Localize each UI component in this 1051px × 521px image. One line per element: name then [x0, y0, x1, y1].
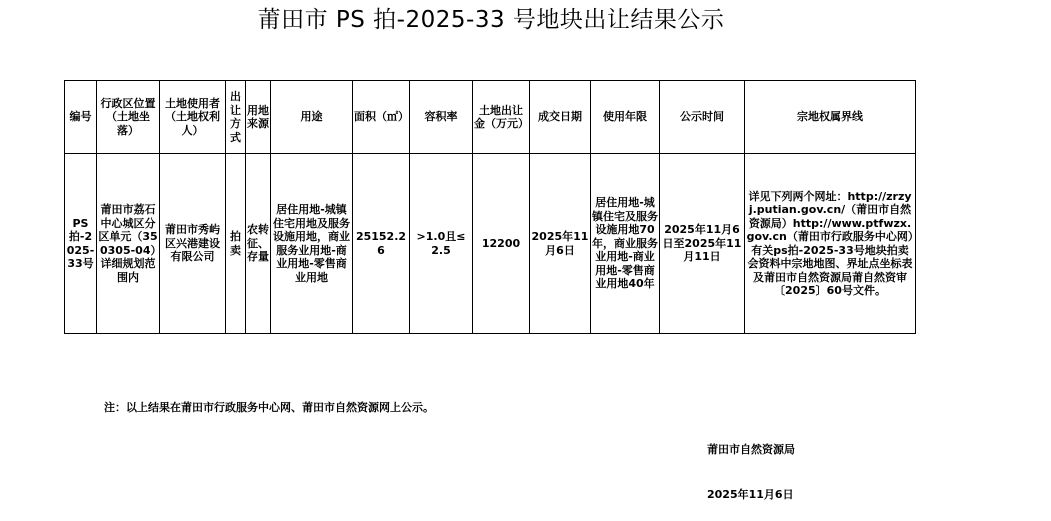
header-user: 土地使用者（土地权利人）	[160, 81, 226, 154]
cell-method: 拍卖	[226, 154, 246, 334]
issue-date: 2025年11月6日	[707, 488, 794, 501]
table-header-row	[65, 81, 916, 154]
header-boundary: 宗地权属界线	[745, 81, 916, 154]
table-row	[65, 154, 916, 334]
cell-usage: 居住用地-城镇住宅用地及服务设施用地，商业服务业用地-商业用地-零售商业用地	[271, 154, 353, 334]
cell-location: 莆田市荔石中心城区分区单元（350305-04）详细规划范围内	[97, 154, 160, 334]
page-title: 莆田市 PS 拍-2025-33 号地块出让结果公示	[257, 7, 725, 33]
cell-user: 莆田市秀屿区兴港建设有限公司	[160, 154, 226, 334]
issuer: 莆田市自然资源局	[707, 443, 795, 456]
cell-number: PS拍-2025-33号	[65, 154, 97, 334]
cell-deal-date: 2025年11月6日	[530, 154, 591, 334]
header-price: 土地出让金（万元）	[473, 81, 530, 154]
header-number: 编号	[65, 81, 97, 154]
header-publicity-period: 公示时间	[660, 81, 745, 154]
header-plot-ratio: 容积率	[410, 81, 473, 154]
header-method: 出让方式	[226, 81, 246, 154]
cell-area: 25152.26	[353, 154, 410, 334]
cell-boundary: 详见下列两个网址：http://zrzyj.putian.gov.cn/（莆田市自然资源局）http://www.ptfwzx.gov.cn（莆田市行政服务中心网）有关ps拍-2025-33号地块拍卖会资料中宗地地图、界址点坐标表及莆田市自然资源局莆自然资审〔2025〕60号文件。	[745, 154, 916, 334]
footnote: 注：以上结果在莆田市行政服务中心网、莆田市自然资源网上公示。	[104, 401, 434, 414]
cell-price: 12200	[473, 154, 530, 334]
cell-publicity-period: 2025年11月6日至2025年11月11日	[660, 154, 745, 334]
result-table	[64, 80, 916, 334]
header-source: 用地来源	[246, 81, 271, 154]
header-term: 使用年限	[591, 81, 660, 154]
cell-plot-ratio: >1.0且≤2.5	[410, 154, 473, 334]
header-area: 面积（㎡）	[353, 81, 410, 154]
header-usage: 用途	[271, 81, 353, 154]
header-location: 行政区位置（土地坐落）	[97, 81, 160, 154]
cell-source: 农转征、存量	[246, 154, 271, 334]
header-deal-date: 成交日期	[530, 81, 591, 154]
cell-term: 居住用地-城镇住宅及服务设施用地70年，商业服务业用地-商业用地-零售商业用地40年	[591, 154, 660, 334]
